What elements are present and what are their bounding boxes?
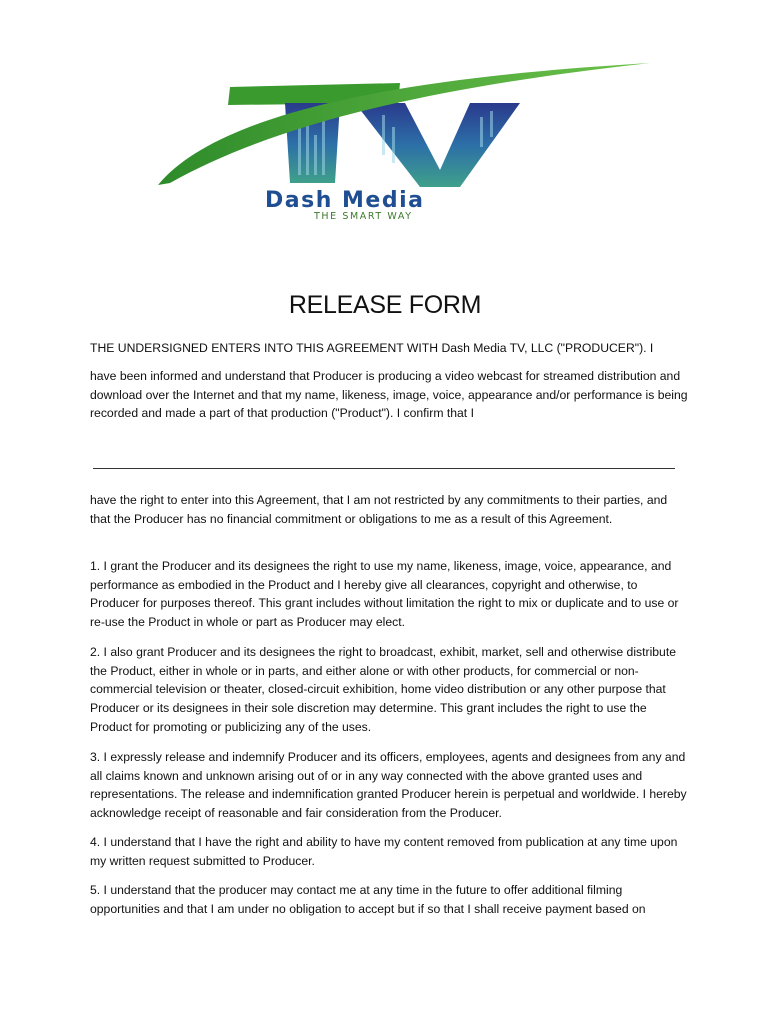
clause-2: 2. I also grant Producer and its designees the right to broadcast, exhibit, market, sell and otherwise distribute the Product, either in whole or in parts, and either alone or with other products, for commercial or non-commercial television or theater, closed-circuit exhibition, home video distribution or any other purpose that Producer or its designees in their sole discretion may determine. This grant includes the right to use the Product for promoting or publicizing any of the uses. bbox=[90, 645, 676, 734]
clause-1: 1. I grant the Producer and its designees the right to use my name, likeness, image, voice, appearance, and performance as embodied in the Product and I hereby give all clearances, copyright and otherwise, to Producer for purposes thereof. This grant includes without limitation the right to mix or duplicate and to use or re-use the Product in whole or part as Producer may elect. bbox=[90, 559, 679, 630]
form-title: RELEASE FORM bbox=[288, 291, 482, 319]
name-fill-line[interactable] bbox=[93, 467, 675, 469]
clause-5: 5. I understand that the producer may contact me at any time in the future to offer additional filming opportunities and that I am under no obligation to accept but if so that I shall receive payment based on bbox=[90, 883, 646, 916]
v-shape bbox=[355, 103, 520, 187]
clause-3: 3. I expressly release and indemnify Producer and its officers, employees, agents and designees from any and all claims known and unknown arising out of or in any way connected with the above granted uses and representations. The release and indemnification granted Producer herein is perpetual and worldwide. I hereby acknowledge receipt of reasonable and fair consideration from the Producer. bbox=[90, 750, 687, 821]
intro-paragraph: have been informed and understand that Producer is producing a video webcast for streamed distribution and download over the Internet and that my name, likeness, image, voice, appearance and/or performance is being recorded and made a part of that production ("Product"). I confirm that I bbox=[90, 369, 688, 421]
dash-media-tv-logo bbox=[150, 55, 660, 230]
logo-brand-text: Dash Media bbox=[265, 188, 425, 213]
rights-paragraph: have the right to enter into this Agreement, that I am not restricted by any commitments to their parties, and that the Producer has no financial commitment or obligations to me as a result of this Agreement. bbox=[90, 493, 668, 526]
clause-4: 4. I understand that I have the right and ability to have my content removed from publication at any time upon my written request submitted to Producer. bbox=[90, 835, 678, 868]
intro-line: THE UNDERSIGNED ENTERS INTO THIS AGREEMENT WITH Dash Media TV, LLC ("PRODUCER"). I bbox=[90, 341, 654, 355]
logo-tagline: THE SMART WAY bbox=[314, 211, 413, 222]
